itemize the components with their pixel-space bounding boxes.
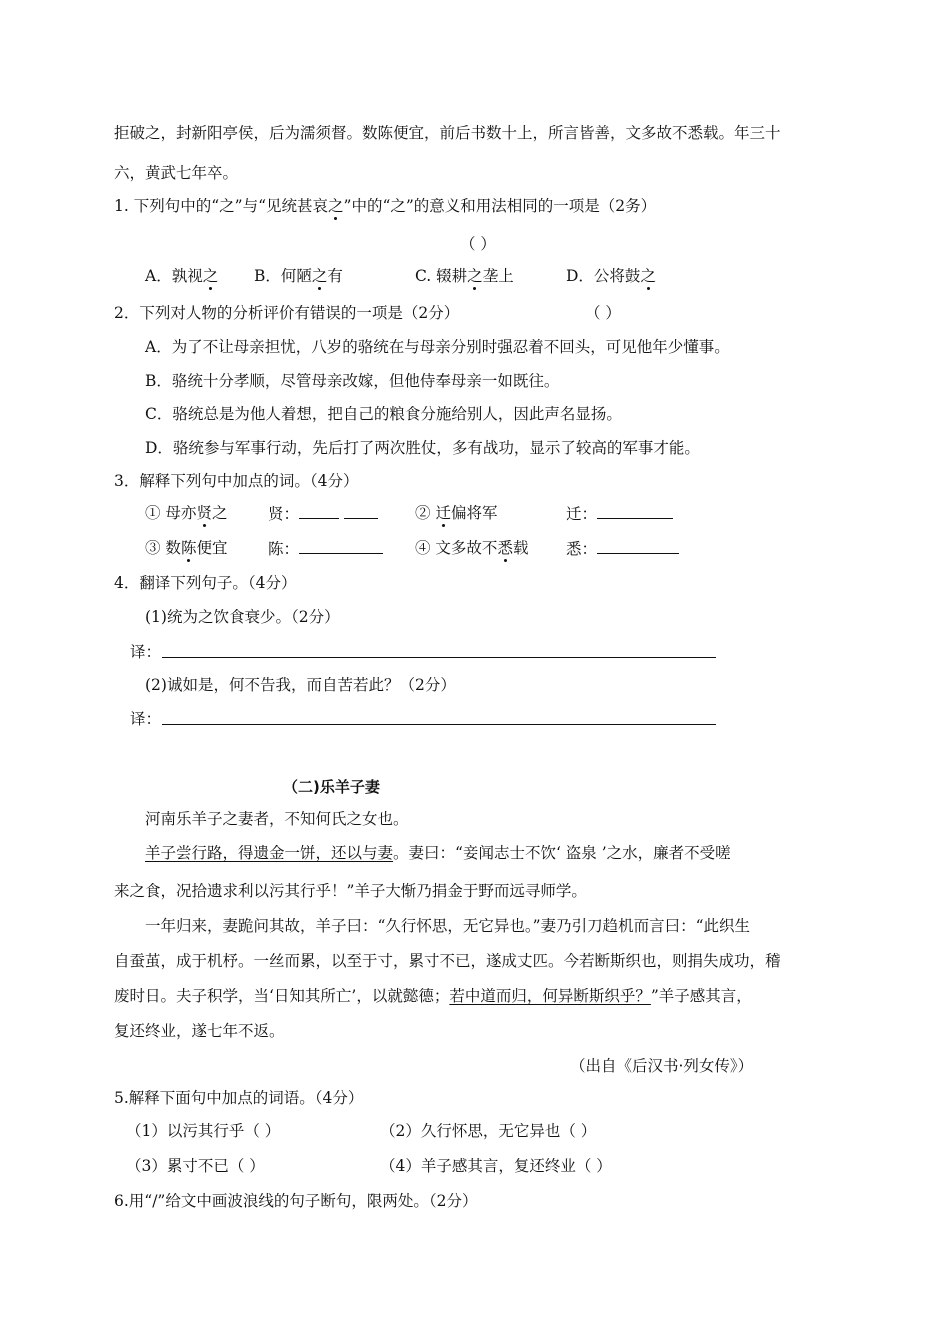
item-1: ① 母亦贤之: [145, 504, 228, 522]
section-title: （二)乐羊子妻: [283, 778, 380, 796]
paragraph: 废时日。夫子积学，当‘日知其所亡’，以就懿德；若中道而归，何异断斯织乎？”羊子感其言，: [114, 987, 752, 1005]
option-c: C．骆统总是为他人着想，把自己的粮食分施给别人，因此声名显扬。: [145, 405, 622, 423]
answer-paren: （ ）: [585, 304, 621, 322]
paragraph: 来之食，况拾遗求利以污其行乎！”羊子大惭乃捐金于野而远寻师学。: [114, 882, 587, 900]
item-3: ③ 数陈便宜: [145, 539, 228, 557]
option-a: A．为了不让母亲担忧，八岁的骆统在与母亲分别时强忍着不回头，可见他年少懂事。: [145, 338, 730, 356]
paragraph: 羊子尝行路，得遗金一饼，还以与妻。妻曰：“妾闻志士不饮‘ 盗泉 ’之水，廉者不受嗟: [145, 844, 731, 862]
item-4: （4）羊子感其言，复还终业（ ）: [380, 1157, 612, 1175]
answer-blank[interactable]: [597, 537, 679, 554]
paragraph: 河南乐羊子之妻者，不知何氏之女也。: [145, 810, 409, 828]
passage-line: 六，黄武七年卒。: [114, 164, 239, 182]
translation-line[interactable]: [162, 724, 716, 725]
item-1: （1）以污其行乎（ ）: [126, 1122, 281, 1140]
answer-paren: （ ）: [460, 235, 496, 253]
translation-label: 译：: [130, 643, 162, 661]
item-3-answer: 陈：: [268, 537, 383, 560]
answer-blank[interactable]: [344, 502, 378, 519]
item-3: （3）累寸不已（ ）: [126, 1157, 265, 1175]
passage-line: 拒破之，封新阳亭侯，后为濡须督。数陈便宜，前后书数十上，所言皆善，文多故不悉载。年三十: [114, 124, 781, 142]
paragraph: 复还终业，遂七年不返。: [114, 1022, 285, 1040]
question-5-stem: 5.解释下面句中加点的词语。（4分）: [114, 1089, 364, 1107]
sentence-2: (2)诚如是，何不告我，而自苦若此？（2分）: [145, 676, 456, 694]
question-4-stem: 4．翻译下列句子。（4分）: [114, 574, 297, 592]
underlined-sentence: 若中道而归，何异断斯织乎？: [449, 987, 651, 1005]
option-c: C. 辍耕之垄上: [415, 267, 514, 285]
underlined-sentence: 羊子尝行路，得遗金一饼，还以与妻: [145, 844, 394, 862]
question-1-stem: 1. 下列句中的“之”与“见统甚哀之”中的“之”的意义和用法相同的一项是（2务）: [114, 197, 657, 215]
paragraph: 一年归来，妻跪问其故，羊子曰：“久行怀思，无它异也。”妻乃引刀趋机而言曰：“此织生: [145, 917, 751, 935]
item-2: （2）久行怀思，无它异也（ ）: [380, 1122, 597, 1140]
option-a: A．孰视之: [145, 267, 219, 285]
answer-blank[interactable]: [597, 502, 673, 519]
translation-line[interactable]: [162, 657, 716, 658]
question-2-stem: 2．下列对人物的分析评价有错误的一项是（2分）: [114, 304, 460, 322]
item-4-answer: 悉：: [566, 537, 679, 560]
question-3-stem: 3．解释下列句中加点的词。（4分）: [114, 472, 359, 490]
item-2-answer: 迁：: [566, 502, 673, 525]
source-citation: （出自《后汉书·列女传》）: [570, 1057, 754, 1075]
option-b: B．骆统十分孝顺，尽管母亲改嫁，但他侍奉母亲一如既往。: [145, 372, 560, 390]
option-b: B．何陋之有: [254, 267, 343, 285]
option-d: D．公将鼓之: [566, 267, 656, 285]
answer-blank[interactable]: [299, 502, 339, 519]
answer-blank[interactable]: [299, 537, 383, 554]
question-6-stem: 6.用“/”给文中画波浪线的句子断句，限两处。（2分）: [114, 1192, 478, 1210]
sentence-1: (1)统为之饮食衰少。（2分）: [145, 608, 340, 626]
paragraph: 自蚕茧，成于机杼。一丝而累，以至于寸，累寸不已，遂成丈匹。今若断斯织也，则捐失成功，稽: [114, 952, 781, 970]
translation-label: 译：: [130, 710, 162, 728]
item-2: ② 迁偏将军: [415, 504, 498, 522]
item-4: ④ 文多故不悉载: [415, 539, 529, 557]
item-1-answer: 贤：: [268, 502, 378, 525]
option-d: D．骆统参与军事行动，先后打了两次胜仗，多有战功，显示了较高的军事才能。: [145, 439, 700, 457]
